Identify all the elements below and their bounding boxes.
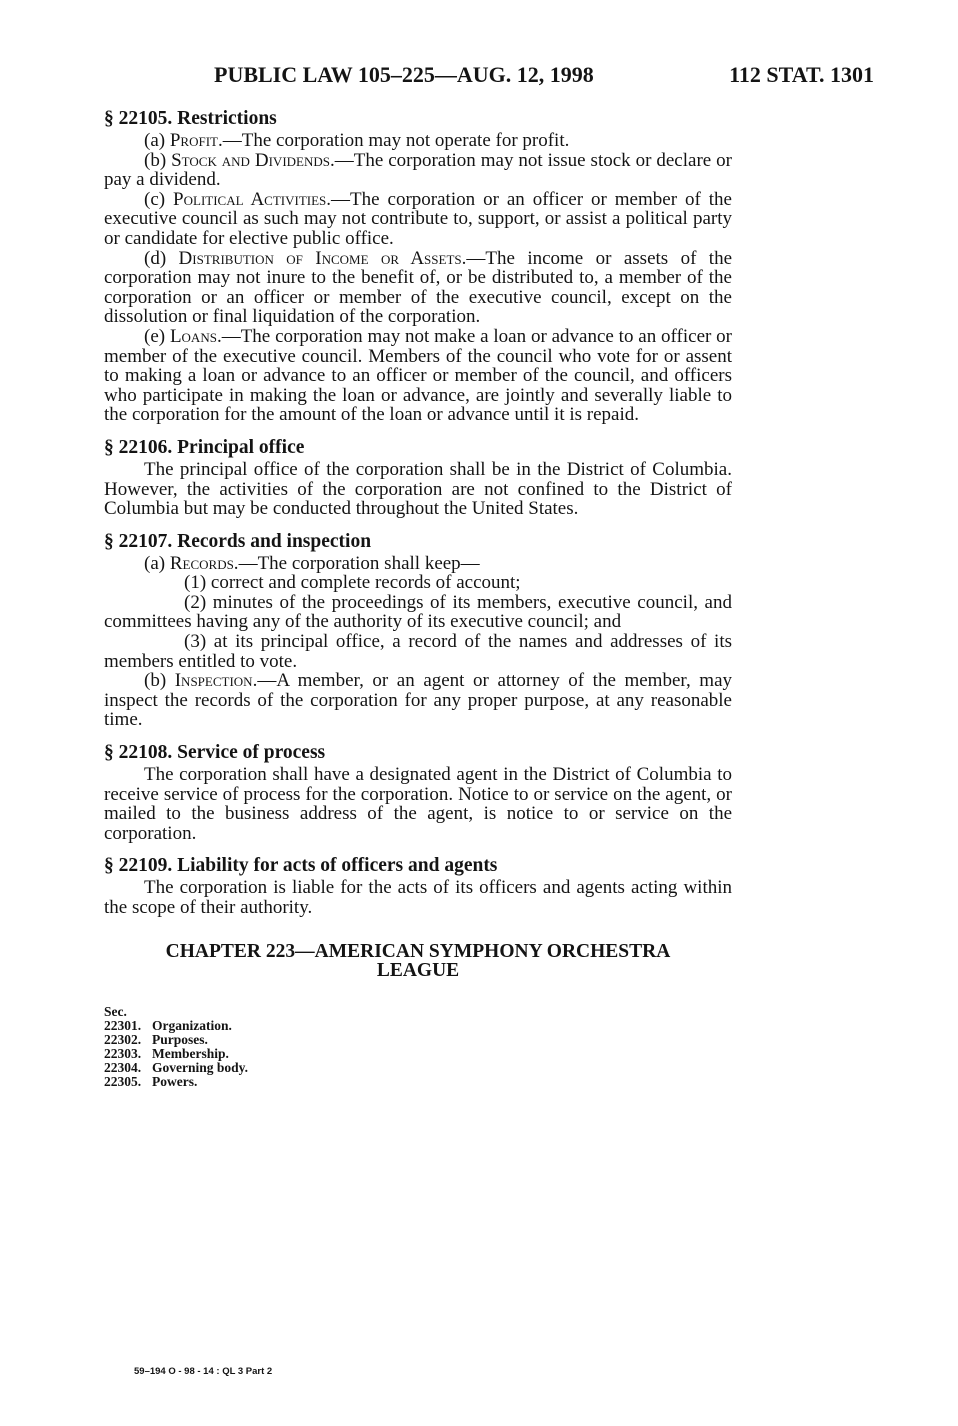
subsection-head: Profit.: [169, 130, 223, 151]
subsection-c-political: (c) Political Activities.—The corporation or an officer or member of the executive council as such may not contribute to, support, or assist a political party or candidate for elective public office.: [104, 188, 732, 249]
toc-row: 22305. Powers.: [104, 1073, 198, 1089]
subsection-a-records: (a) Records.—The corporation shall keep—: [144, 552, 480, 574]
toc-row: 22302. Purposes.: [104, 1031, 208, 1047]
section-heading-22105: § 22105. Restrictions: [104, 108, 277, 129]
subsection-a-profit: (a) Profit.—The corporation may not operate for profit.: [144, 130, 570, 151]
subsection-head: Political Activities.: [173, 188, 332, 210]
subsection-d-distribution: (d) Distribution of Income or Assets.—The income or assets of the corporation may not inure to the benefit of, or be distributed to, a member of the corporation or an officer or member of the executive council, except on the dissolution or final liquidation of the corporation.: [104, 247, 732, 328]
running-header: [104, 62, 874, 90]
header-stat-page: 112 STAT. 1301: [729, 62, 874, 87]
toc-row: 22303. Membership.: [104, 1045, 229, 1061]
list-item-1: (1) correct and complete records of account;: [184, 572, 521, 594]
subsection-e-loans: (e) Loans.—The corporation may not make a loan or advance to an officer or member of the executive council. Members of the council who vote for or assent to making a loan or advance to an officer or member of the council, and officers who participate in making the loan or advance, are jointly and severally liable to the corporation for the amount of the loan or advance until it is repaid.: [104, 325, 733, 426]
subsection-b-inspection: (b) Inspection.—A member, or an agent or attorney of the member, may inspect the records of the corporation for any proper purpose, at any reasonable time.: [104, 670, 732, 731]
toc-sec-label: Sec.: [104, 1003, 127, 1019]
section-text-22109: The corporation is liable for the acts of its officers and agents acting within the scope of their authority.: [104, 877, 732, 918]
chapter-title-line-2: LEAGUE: [376, 960, 460, 982]
toc-row: 22304. Governing body.: [104, 1059, 249, 1075]
toc-row: 22301. Organization.: [104, 1017, 232, 1033]
section-heading-22106: § 22106. Principal office: [104, 436, 305, 458]
section-heading-22109: § 22109. Liability for acts of officers and agents: [104, 855, 498, 877]
subsection-head: Stock and Dividends.: [171, 149, 335, 171]
printing-code-footer: 59–194 O - 98 - 14 : QL 3 Part 2: [134, 1366, 273, 1377]
chapter-title-line-1: CHAPTER 223—AMERICAN SYMPHONY ORCHESTRA: [165, 940, 671, 962]
subsection-head: Inspection.: [174, 670, 258, 692]
section-heading-22107: § 22107. Records and inspection: [104, 530, 372, 552]
chapter-title: [104, 942, 732, 981]
subsection-head: Distribution of Income or Assets.: [178, 247, 467, 269]
section-heading-22108: § 22108. Service of process: [104, 742, 326, 764]
chapter-table-of-contents: [104, 1005, 732, 1089]
document-body: [104, 108, 732, 1089]
list-item-2: (2) minutes of the proceedings of its members, executive council, and committees having any of the authority of its executive council; and: [104, 591, 732, 633]
section-text-22108: The corporation shall have a designated agent in the District of Columbia to receive service of process for the corporation. Notice to or service on the agent, or mailed to the business address of the agent, is notice to or service on the corporation.: [104, 764, 732, 844]
section-text-22106: The principal office of the corporation shall be in the District of Columbia. However, the activities of the corporation are not confined to the District of Columbia but may be conducted throughout the United States.: [104, 458, 732, 520]
subsection-head: Loans.: [169, 325, 222, 347]
header-title: PUBLIC LAW 105–225—AUG. 12, 1998: [214, 62, 594, 87]
subsection-b-stock: (b) Stock and Dividends.—The corporation may not issue stock or declare or pay a dividend.: [104, 149, 732, 191]
list-item-3: (3) at its principal office, a record of the names and addresses of its members entitled to vote.: [104, 631, 732, 672]
subsection-head: Records.: [169, 552, 239, 574]
